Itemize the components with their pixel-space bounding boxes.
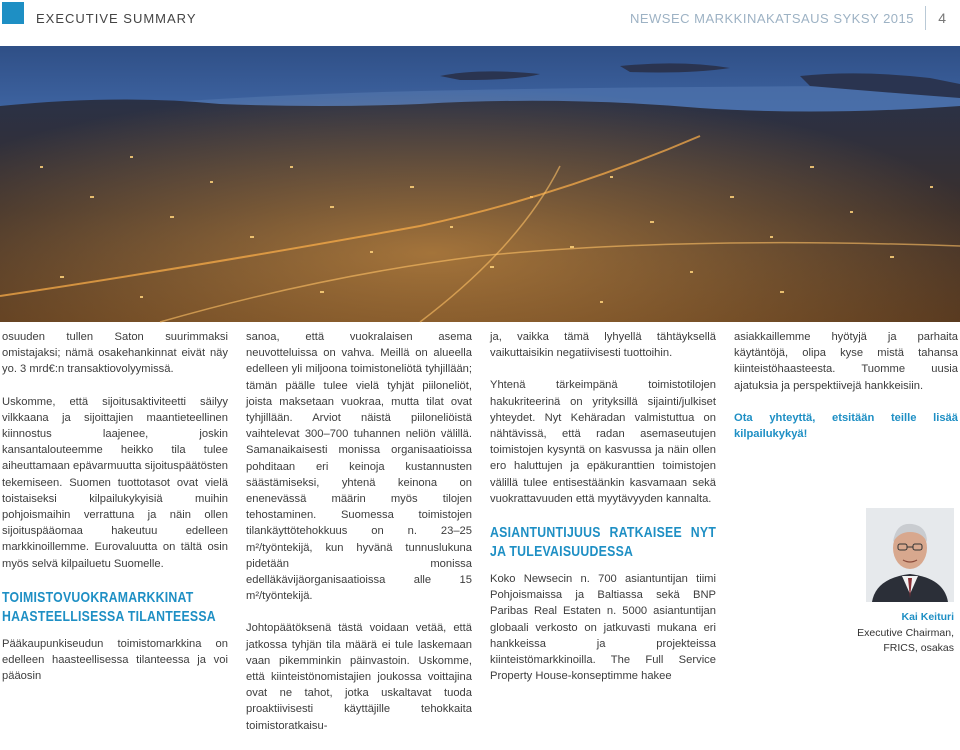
paragraph: Pääkaupunkiseudun toimistomarkkina on edelleen haasteellisessa tilanteessa ja voi pääosin [2, 637, 228, 683]
paragraph: Yhtenä tärkeimpänä toimistotilojen hakukriteerinä on yrityksillä sijainti/julkiset yhteydet. Nyt Kehäradan valmistuttua on nähtävissä, että radan asemaseutujen toimistojen kysyntä on kasvussa ja näin ollen ero haluttujen ja epäkuranttien toimistojen välillä tulee entisestäänkin kasvamaan sekä vuokrattavuuden että myytävyyden kannalta. [490, 379, 716, 505]
text-column-2 [246, 329, 472, 750]
section-title: EXECUTIVE SUMMARY [36, 11, 197, 26]
header-divider [925, 6, 926, 30]
paragraph: Koko Newsecin n. 700 asiantuntijan tiimi Pohjoismaissa ja Baltiassa sekä BNP Paribas Real Estaten n. 5000 asiantuntijan globaali verkosto on jatkuvasti mukana eri hankkeissa ja projekteissa kiinteistömarkkinoilla. The Full Service Property House-konseptimme hakee [490, 573, 716, 683]
paragraph: asiakkaillemme hyötyjä ja parhaita käytäntöjä, olipa kyse mistä tahansa kiinteistöhaasteesta. Tuomme uusia ajatuksia ja perspektiivejä hankkeisiin. [734, 331, 958, 392]
hero-city-photo [0, 46, 960, 322]
contact-call-to-action: Ota yhteyttä, etsitään teille lisää kilpailukykyä! [734, 411, 958, 441]
section-heading: TOIMISTOVUOKRAMARKKINAT HAASTEELLISESSA TILANTEESSA [2, 588, 216, 625]
paragraph: sanoa, että vuokralaisen asema neuvotteluissa on vahva. Meillä on alueella edelleen yli miljoona toimistoneliötä tyhjillään; tämän päälle tulee vielä tyhjät piiloneliöt, joista maksetaan vuokraa, mutta tilat ovat tyhjillään. Arviot näistä piiloneliöistä vaihtelevat 300–700 tuhannen neliön välillä. Samanaikaisesti monissa organisaatioissa pohditaan eri keinoja kustannusten säästämiseksi, yhtenä keinona on enenevässä määrin myös tilojen tehostaminen. Suomessa toimistojen tilankäyttötehokkuus on n. 23–25 m²/työntekijä, kun hyvänä tunnuslukuna pidetään monissa edelläkävijäorganisaatioissa alle 15 m²/työntekijä. [246, 331, 472, 603]
signature-org: FRICS, osakas [883, 642, 954, 654]
paragraph: Uskomme, että sijoitusaktiviteetti säilyy vilkkaana ja sijoittajien maantieteellinen kiinnostus laajenee, joskin kansantalouteemme heikko tila tulee aiheuttamaan epävarmuutta sijoituspäätösten tekemiseen. Suomen tuottotasot ovat vielä toistaiseksi kilpailukykyisiä muihin pohjoismaihin verrattuna ja näin ollen sijoituspääomaa hakeutuu edelleen markkinoillemme. Eurovaluutta on tältä osin myös selvä kilpailuetu Suomelle. [2, 395, 228, 570]
portrait-photo [866, 508, 954, 602]
brand-square-icon [2, 2, 24, 24]
person-portrait-icon [866, 508, 954, 602]
text-column-3 [490, 329, 716, 700]
paragraph: Johtopäätöksenä tästä voidaan vetää, että jatkossa tyhjän tila määrä ei tule laskemaan vaan pikemminkin päinvastoin. Uskomme, että kiinteistönomistajien joukossa voittajina ovat ne tahot, jotka uskaltavat tuoda proaktiivisesti käyttäjille tehokkaita toimistoratkaisu- [246, 622, 472, 732]
signature-role: Executive Chairman, [857, 627, 954, 639]
page-number: 4 [938, 10, 946, 26]
page-header [0, 0, 960, 40]
text-column-4 [734, 329, 958, 458]
city-night-aerial-icon [0, 46, 960, 322]
report-title: NEWSEC MARKKINAKATSAUS SYKSY 2015 [629, 11, 914, 26]
paragraph: osuuden tullen Saton suurimmaksi omistajaksi; nämä osakehankinnat eivät näy yo. 3 mrd€:n transaktiovolyymissä. [2, 331, 228, 376]
text-column-1 [2, 329, 228, 700]
paragraph: ja, vaikka tämä lyhyellä tähtäyksellä vaikuttaisikin negatiivisesti tuottoihin. [490, 331, 716, 360]
section-heading: ASIANTUNTIJUUS RATKAISEE NYT JA TULEVAISUUDESSA [490, 524, 717, 561]
signature-name: Kai Keituri [901, 611, 954, 623]
